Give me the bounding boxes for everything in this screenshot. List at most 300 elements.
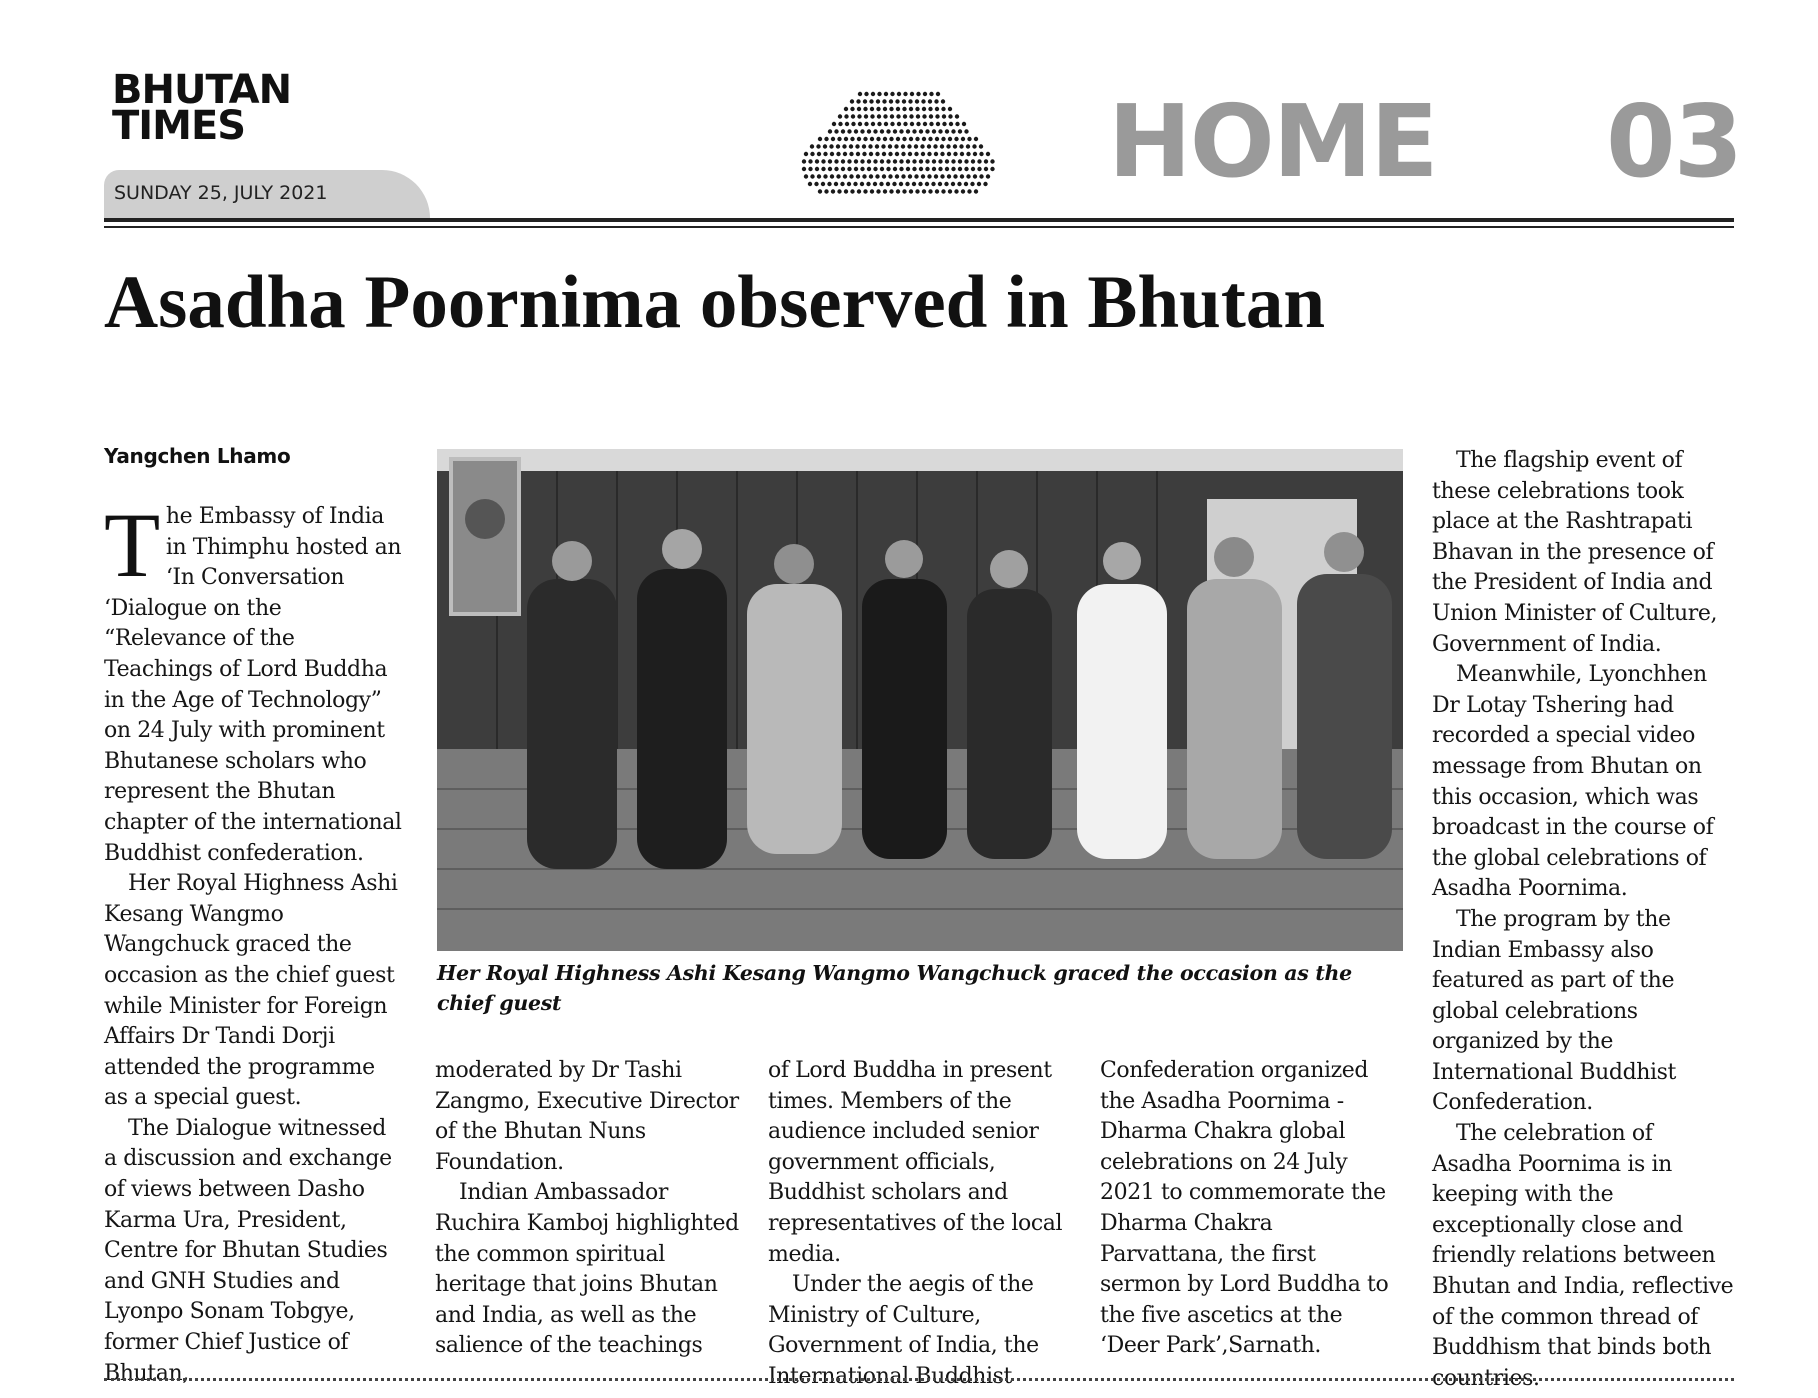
cloud-dot <box>834 182 838 186</box>
cloud-dot <box>907 144 911 148</box>
cloud-dot <box>946 144 950 148</box>
cloud-dot <box>830 152 834 156</box>
cloud-dot <box>870 137 874 141</box>
cloud-dot <box>966 174 970 178</box>
cloud-dot <box>856 152 860 156</box>
cloud-dot <box>842 144 846 148</box>
cloud-dot <box>873 167 877 171</box>
cloud-dot <box>821 182 825 186</box>
cloud-dot <box>958 159 962 163</box>
cloud-dot <box>823 152 827 156</box>
cloud-dot <box>873 182 877 186</box>
cloud-dot <box>925 159 929 163</box>
cloud-dot <box>853 182 857 186</box>
cloud-dot <box>953 174 957 178</box>
cloud-dot <box>849 144 853 148</box>
cloud-dot <box>916 92 920 96</box>
cloud-dot <box>914 144 918 148</box>
cloud-dot <box>889 189 893 193</box>
cloud-dot <box>870 189 874 193</box>
cloud-dot <box>940 144 944 148</box>
cloud-dot <box>850 99 854 103</box>
cloud-dot <box>908 99 912 103</box>
cloud-dot <box>957 182 961 186</box>
cloud-dot <box>938 159 942 163</box>
cloud-dot <box>964 167 968 171</box>
cloud-dot <box>905 182 909 186</box>
cloud-dot <box>951 167 955 171</box>
cloud-dot <box>922 107 926 111</box>
cloud-dot <box>863 189 867 193</box>
cloud-dot <box>931 182 935 186</box>
cloud-dot <box>877 114 881 118</box>
cloud-dot <box>815 159 819 163</box>
cloud-dot <box>947 152 951 156</box>
cloud-dot <box>932 129 936 133</box>
cloud-dot <box>871 122 875 126</box>
cloud-dot <box>915 99 919 103</box>
cloud-dot <box>945 167 949 171</box>
cloud-dot <box>896 114 900 118</box>
cloud-dot <box>912 129 916 133</box>
cloud-dot <box>808 182 812 186</box>
cloud-dot <box>936 92 940 96</box>
cloud-dot <box>914 152 918 156</box>
newspaper-logo[interactable] <box>112 67 292 149</box>
cloud-dot <box>804 152 808 156</box>
cloud-dot <box>934 152 938 156</box>
cloud-dot <box>886 182 890 186</box>
cloud-dot <box>877 92 881 96</box>
cloud-dot <box>882 152 886 156</box>
paragraph-2: Her Royal Highness Ashi Kesang Wangmo Wangchuck graced the occasion as the chief guest while Minister for Foreign Affairs Dr Tandi Dorji attended the programme as a special guest. <box>104 871 398 1111</box>
cloud-dot <box>841 167 845 171</box>
cloud-dot <box>920 144 924 148</box>
cloud-dot <box>860 167 864 171</box>
article-column-2 <box>435 1056 745 1362</box>
cloud-dot <box>830 174 834 178</box>
cloud-dot <box>928 99 932 103</box>
cloud-dot <box>882 174 886 178</box>
cloud-dot <box>893 159 897 163</box>
cloud-dot <box>864 114 868 118</box>
cloud-dot <box>927 152 931 156</box>
cloud-dot <box>847 129 851 133</box>
cloud-dot <box>817 174 821 178</box>
cloud-dot <box>990 159 994 163</box>
cloud-dot <box>880 159 884 163</box>
cloud-dot <box>972 144 976 148</box>
article-column-3 <box>768 1056 1068 1393</box>
group-photo-illustration <box>437 449 1403 951</box>
paragraph-4: moderated by Dr Tashi Zangmo, Executive Director of the Bhutan Nuns Foundation. <box>435 1058 739 1175</box>
cloud-dot <box>844 189 848 193</box>
cloud-dot <box>912 167 916 171</box>
paragraph-3: The Dialogue witnessed a discussion and exchange of views between Dasho Karma Ura, President, Centre for Bhutan Studies and GNH Studies and Lyonpo Sonam Tobgye, former Chief Justice of Bhutan, <box>104 1115 392 1386</box>
cloud-dot <box>934 174 938 178</box>
cloud-dot <box>873 129 877 133</box>
cloud-dot <box>971 159 975 163</box>
cloud-dot <box>814 182 818 186</box>
cloud-dot <box>843 152 847 156</box>
cloud-dot <box>902 99 906 103</box>
cloud-dot <box>896 107 900 111</box>
cloud-dot <box>847 159 851 163</box>
cloud-dot <box>967 189 971 193</box>
logo-line-1: BHUTAN <box>112 67 292 113</box>
cloud-dot <box>815 167 819 171</box>
cloud-dot <box>910 122 914 126</box>
cloud-dot <box>810 174 814 178</box>
cloud-dot <box>961 189 965 193</box>
cloud-dot <box>817 152 821 156</box>
paragraph-6: of Lord Buddha in present times. Members of the audience included senior government officials, Buddhist scholars and representatives of the local media. <box>768 1058 1063 1267</box>
cloud-dot <box>948 107 952 111</box>
cloud-dot <box>854 167 858 171</box>
cloud-dot <box>866 182 870 186</box>
cloud-dot <box>935 137 939 141</box>
cloud-dot <box>869 152 873 156</box>
cloud-dot <box>880 129 884 133</box>
cloud-dot <box>953 144 957 148</box>
cloud-dot <box>864 122 868 126</box>
cloud-dot <box>914 174 918 178</box>
cloud-dot <box>818 137 822 141</box>
cloud-dot <box>870 114 874 118</box>
cloud-dot <box>927 144 931 148</box>
cloud-dot <box>850 137 854 141</box>
cloud-dot <box>867 167 871 171</box>
cloud-dot <box>862 144 866 148</box>
cloud-dot <box>824 189 828 193</box>
cloud-dot <box>808 167 812 171</box>
cloud-dot <box>850 189 854 193</box>
cloud-dot <box>974 137 978 141</box>
cloud-dot <box>888 144 892 148</box>
cloud-dot <box>901 152 905 156</box>
cloud-dot <box>893 167 897 171</box>
paragraph-5: Indian Ambassador Ruchira Kamboj highlighted the common spiritual heritage that joins Bhutan and India, as well as the salience of the teachings <box>435 1180 739 1359</box>
cloud-dot <box>984 159 988 163</box>
cloud-dot <box>841 129 845 133</box>
cloud-dot <box>948 137 952 141</box>
cloud-dot <box>858 92 862 96</box>
cloud-dot <box>821 167 825 171</box>
cloud-dot <box>857 107 861 111</box>
cloud-dot <box>804 174 808 178</box>
cloud-dot <box>954 137 958 141</box>
cloud-dot <box>929 92 933 96</box>
cloud-dot <box>899 159 903 163</box>
cloud-dot <box>870 107 874 111</box>
cloud-dot <box>828 129 832 133</box>
cloud-dot <box>961 137 965 141</box>
cloud-dot <box>889 107 893 111</box>
cloud-dot <box>922 137 926 141</box>
cloud-dot <box>932 159 936 163</box>
cloud-dot <box>864 92 868 96</box>
cloud-dot <box>908 152 912 156</box>
cloud-dot <box>860 129 864 133</box>
cloud-dot <box>836 174 840 178</box>
cloud-dot <box>929 122 933 126</box>
cloud-dot <box>894 144 898 148</box>
cloud-dot <box>953 152 957 156</box>
cloud-dot <box>934 99 938 103</box>
cloud-dot <box>935 114 939 118</box>
cloud-dot <box>940 152 944 156</box>
cloud-dot <box>906 159 910 163</box>
cloud-dot <box>949 122 953 126</box>
cloud-dot <box>880 167 884 171</box>
cloud-dot <box>942 114 946 118</box>
cloud-dot <box>948 114 952 118</box>
cloud-dot <box>979 174 983 178</box>
cloud-dot <box>863 107 867 111</box>
cloud-dot <box>902 189 906 193</box>
cloud-dot <box>850 107 854 111</box>
cloud-dot <box>840 182 844 186</box>
cloud-dot <box>910 92 914 96</box>
cloud-dot <box>964 129 968 133</box>
cloud-dot <box>977 182 981 186</box>
cloud-dot <box>821 159 825 163</box>
cloud-dot <box>977 167 981 171</box>
cloud-dot <box>867 159 871 163</box>
cloud-dot <box>829 144 833 148</box>
cloud-dot <box>979 152 983 156</box>
cloud-dot <box>919 159 923 163</box>
issue-date: SUNDAY 25, JULY 2021 <box>114 182 328 204</box>
cloud-dot <box>838 122 842 126</box>
cloud-dot <box>843 174 847 178</box>
cloud-dot <box>941 189 945 193</box>
cloud-dot <box>849 152 853 156</box>
cloud-dot <box>941 99 945 103</box>
cloud-dot <box>959 144 963 148</box>
cloud-dot <box>967 137 971 141</box>
cloud-dot <box>802 167 806 171</box>
cloud-dot <box>883 114 887 118</box>
cloud-dot <box>836 152 840 156</box>
cloud-dot <box>895 152 899 156</box>
cloud-dot <box>876 99 880 103</box>
cloud-dot <box>983 182 987 186</box>
cloud-dot <box>938 182 942 186</box>
cloud-dot <box>971 167 975 171</box>
cloud-dot <box>844 137 848 141</box>
cloud-dot <box>876 137 880 141</box>
cloud-dot <box>883 107 887 111</box>
cloud-dot <box>844 114 848 118</box>
cloud-dot <box>903 92 907 96</box>
article-photo[interactable] <box>437 449 1403 951</box>
cloud-dot <box>827 182 831 186</box>
cloud-dot <box>973 174 977 178</box>
cloud-dot <box>966 152 970 156</box>
cloud-dot <box>944 182 948 186</box>
cloud-dot <box>921 152 925 156</box>
cloud-dot <box>838 114 842 118</box>
cloud-dot <box>856 174 860 178</box>
cloud-dot <box>908 174 912 178</box>
cloud-dot <box>902 137 906 141</box>
cloud-dot <box>879 182 883 186</box>
cloud-dot <box>958 167 962 171</box>
cloud-dot <box>915 137 919 141</box>
cloud-dot <box>938 129 942 133</box>
article-column-1 <box>104 494 404 1389</box>
cloud-dot <box>909 137 913 141</box>
cloud-dot <box>854 159 858 163</box>
cloud-dot <box>933 144 937 148</box>
cloud-dot <box>888 174 892 178</box>
cloud-dot <box>935 107 939 111</box>
cloud-dot <box>834 167 838 171</box>
cloud-dot <box>942 122 946 126</box>
paragraph-8: Confederation organized the Asadha Poornima - Dharma Chakra global celebrations on 24 July 2021 to commemorate the Dharma Chakra Parvattana, the first sermon by Lord Buddha to the five ascetics at the ‘Deer Park’,Sarnath. <box>1100 1058 1389 1359</box>
cloud-dot <box>899 182 903 186</box>
cloud-dot <box>922 189 926 193</box>
cloud-dot <box>886 129 890 133</box>
cloud-dot <box>802 159 806 163</box>
cloud-dot <box>960 174 964 178</box>
cloud-dot <box>941 107 945 111</box>
cloud-dot <box>896 137 900 141</box>
paragraph-9: The flagship event of these celebrations took place at the Rashtrapati Bhavan in the presence of the President of India and Union Minister of Culture, Government of India. <box>1432 448 1718 657</box>
cloud-dot <box>847 167 851 171</box>
cloud-dot <box>915 107 919 111</box>
cloud-dot <box>836 144 840 148</box>
paragraph-11: The program by the Indian Embassy also featured as part of the global celebrations organized by the International Buddhist Confederation. <box>1432 906 1676 1116</box>
cloud-dot <box>810 144 814 148</box>
cloud-dot <box>858 122 862 126</box>
cloud-dot <box>912 182 916 186</box>
cloud-dot <box>901 144 905 148</box>
cloud-dot <box>921 174 925 178</box>
cloud-dot <box>856 99 860 103</box>
cloud-dot <box>916 122 920 126</box>
cloud-dot <box>837 189 841 193</box>
cloud-dot <box>966 144 970 148</box>
masthead <box>0 0 1818 240</box>
cloud-dot <box>919 167 923 171</box>
cloud-dot <box>837 137 841 141</box>
cloud-dot <box>986 152 990 156</box>
paragraph-12: The celebration of Asadha Poornima is in keeping with the exceptionally close and friendly relations between Bhutan and India, reflective of the common thread of Buddhism that binds both countries. <box>1432 1121 1734 1391</box>
cloud-dot <box>860 182 864 186</box>
cloud-dot <box>938 167 942 171</box>
cloud-dot <box>955 114 959 118</box>
cloud-dot <box>899 167 903 171</box>
cloud-dot <box>886 167 890 171</box>
cloud-dot <box>824 137 828 141</box>
cloud-dot <box>909 189 913 193</box>
cloud-dot <box>916 114 920 118</box>
cloud-dot <box>854 129 858 133</box>
cloud-dot <box>964 182 968 186</box>
cloud-dot <box>922 114 926 118</box>
cloud-dot <box>896 189 900 193</box>
cloud-dot <box>875 152 879 156</box>
cloud-dot <box>906 167 910 171</box>
cloud-dot <box>962 122 966 126</box>
cloud-dot <box>875 174 879 178</box>
paragraph-1-text: he Embassy of India in Thimphu hosted an ‘In Conversation ‘Dialogue on the “Relevance of the Teachings of Lord Buddha in the Age of Technology” on 24 July with prominent Bhutanese scholars who represent the Bhutan chapter of the international Buddhist confederation. <box>104 504 402 866</box>
cloud-dot <box>954 189 958 193</box>
cloud-dot <box>849 174 853 178</box>
cloud-dot <box>889 99 893 103</box>
cloud-dot <box>923 122 927 126</box>
cloud-dot <box>831 189 835 193</box>
cloud-dot <box>986 174 990 178</box>
cloud-dot <box>970 182 974 186</box>
cloud-dot <box>951 129 955 133</box>
logo-line-2: TIMES <box>112 103 246 149</box>
paragraph-1 <box>104 494 404 869</box>
cloud-dot <box>901 174 905 178</box>
cloud-dot <box>903 114 907 118</box>
cloud-dot <box>925 182 929 186</box>
article-byline: Yangchen Lhamo <box>104 444 291 468</box>
cloud-dot <box>921 99 925 103</box>
cloud-dot <box>832 122 836 126</box>
cloud-dot <box>816 144 820 148</box>
cloud-dot <box>834 159 838 163</box>
cloud-dot <box>847 182 851 186</box>
cloud-dot <box>823 144 827 148</box>
cloud-dot <box>869 174 873 178</box>
page-number: 03 <box>1606 83 1742 200</box>
cloud-dot <box>948 189 952 193</box>
cloud-dot <box>818 189 822 193</box>
cloud-dot <box>889 137 893 141</box>
cloud-dot <box>915 189 919 193</box>
cloud-dot <box>936 122 940 126</box>
cloud-dot <box>895 99 899 103</box>
cloud-dot <box>860 159 864 163</box>
page-bottom-rule <box>104 1378 1734 1381</box>
cloud-dot <box>923 92 927 96</box>
cloud-dot <box>844 107 848 111</box>
cloud-dot <box>834 129 838 133</box>
article-headline: Asadha Poornima observed in Bhutan <box>104 261 1326 344</box>
cloud-dot <box>855 144 859 148</box>
section-title: HOME <box>1108 83 1437 200</box>
cloud-dot <box>912 159 916 163</box>
cloud-dot <box>958 129 962 133</box>
cloud-dot <box>964 159 968 163</box>
cloud-dot <box>808 159 812 163</box>
cloud-dot <box>925 129 929 133</box>
cloud-dot <box>941 137 945 141</box>
cloud-dot <box>869 99 873 103</box>
cloud-dot <box>902 107 906 111</box>
cloud-dot <box>863 99 867 103</box>
cloud-dot <box>935 189 939 193</box>
cloud-dot <box>928 137 932 141</box>
cloud-dot <box>895 174 899 178</box>
cloud-dot <box>890 122 894 126</box>
cloud-dot <box>918 182 922 186</box>
cloud-dot <box>928 189 932 193</box>
cloud-dot <box>888 152 892 156</box>
cloud-dot <box>867 129 871 133</box>
cloud-dot <box>882 99 886 103</box>
cloud-dot <box>862 174 866 178</box>
cloud-dot <box>893 129 897 133</box>
cloud-dot <box>899 129 903 133</box>
